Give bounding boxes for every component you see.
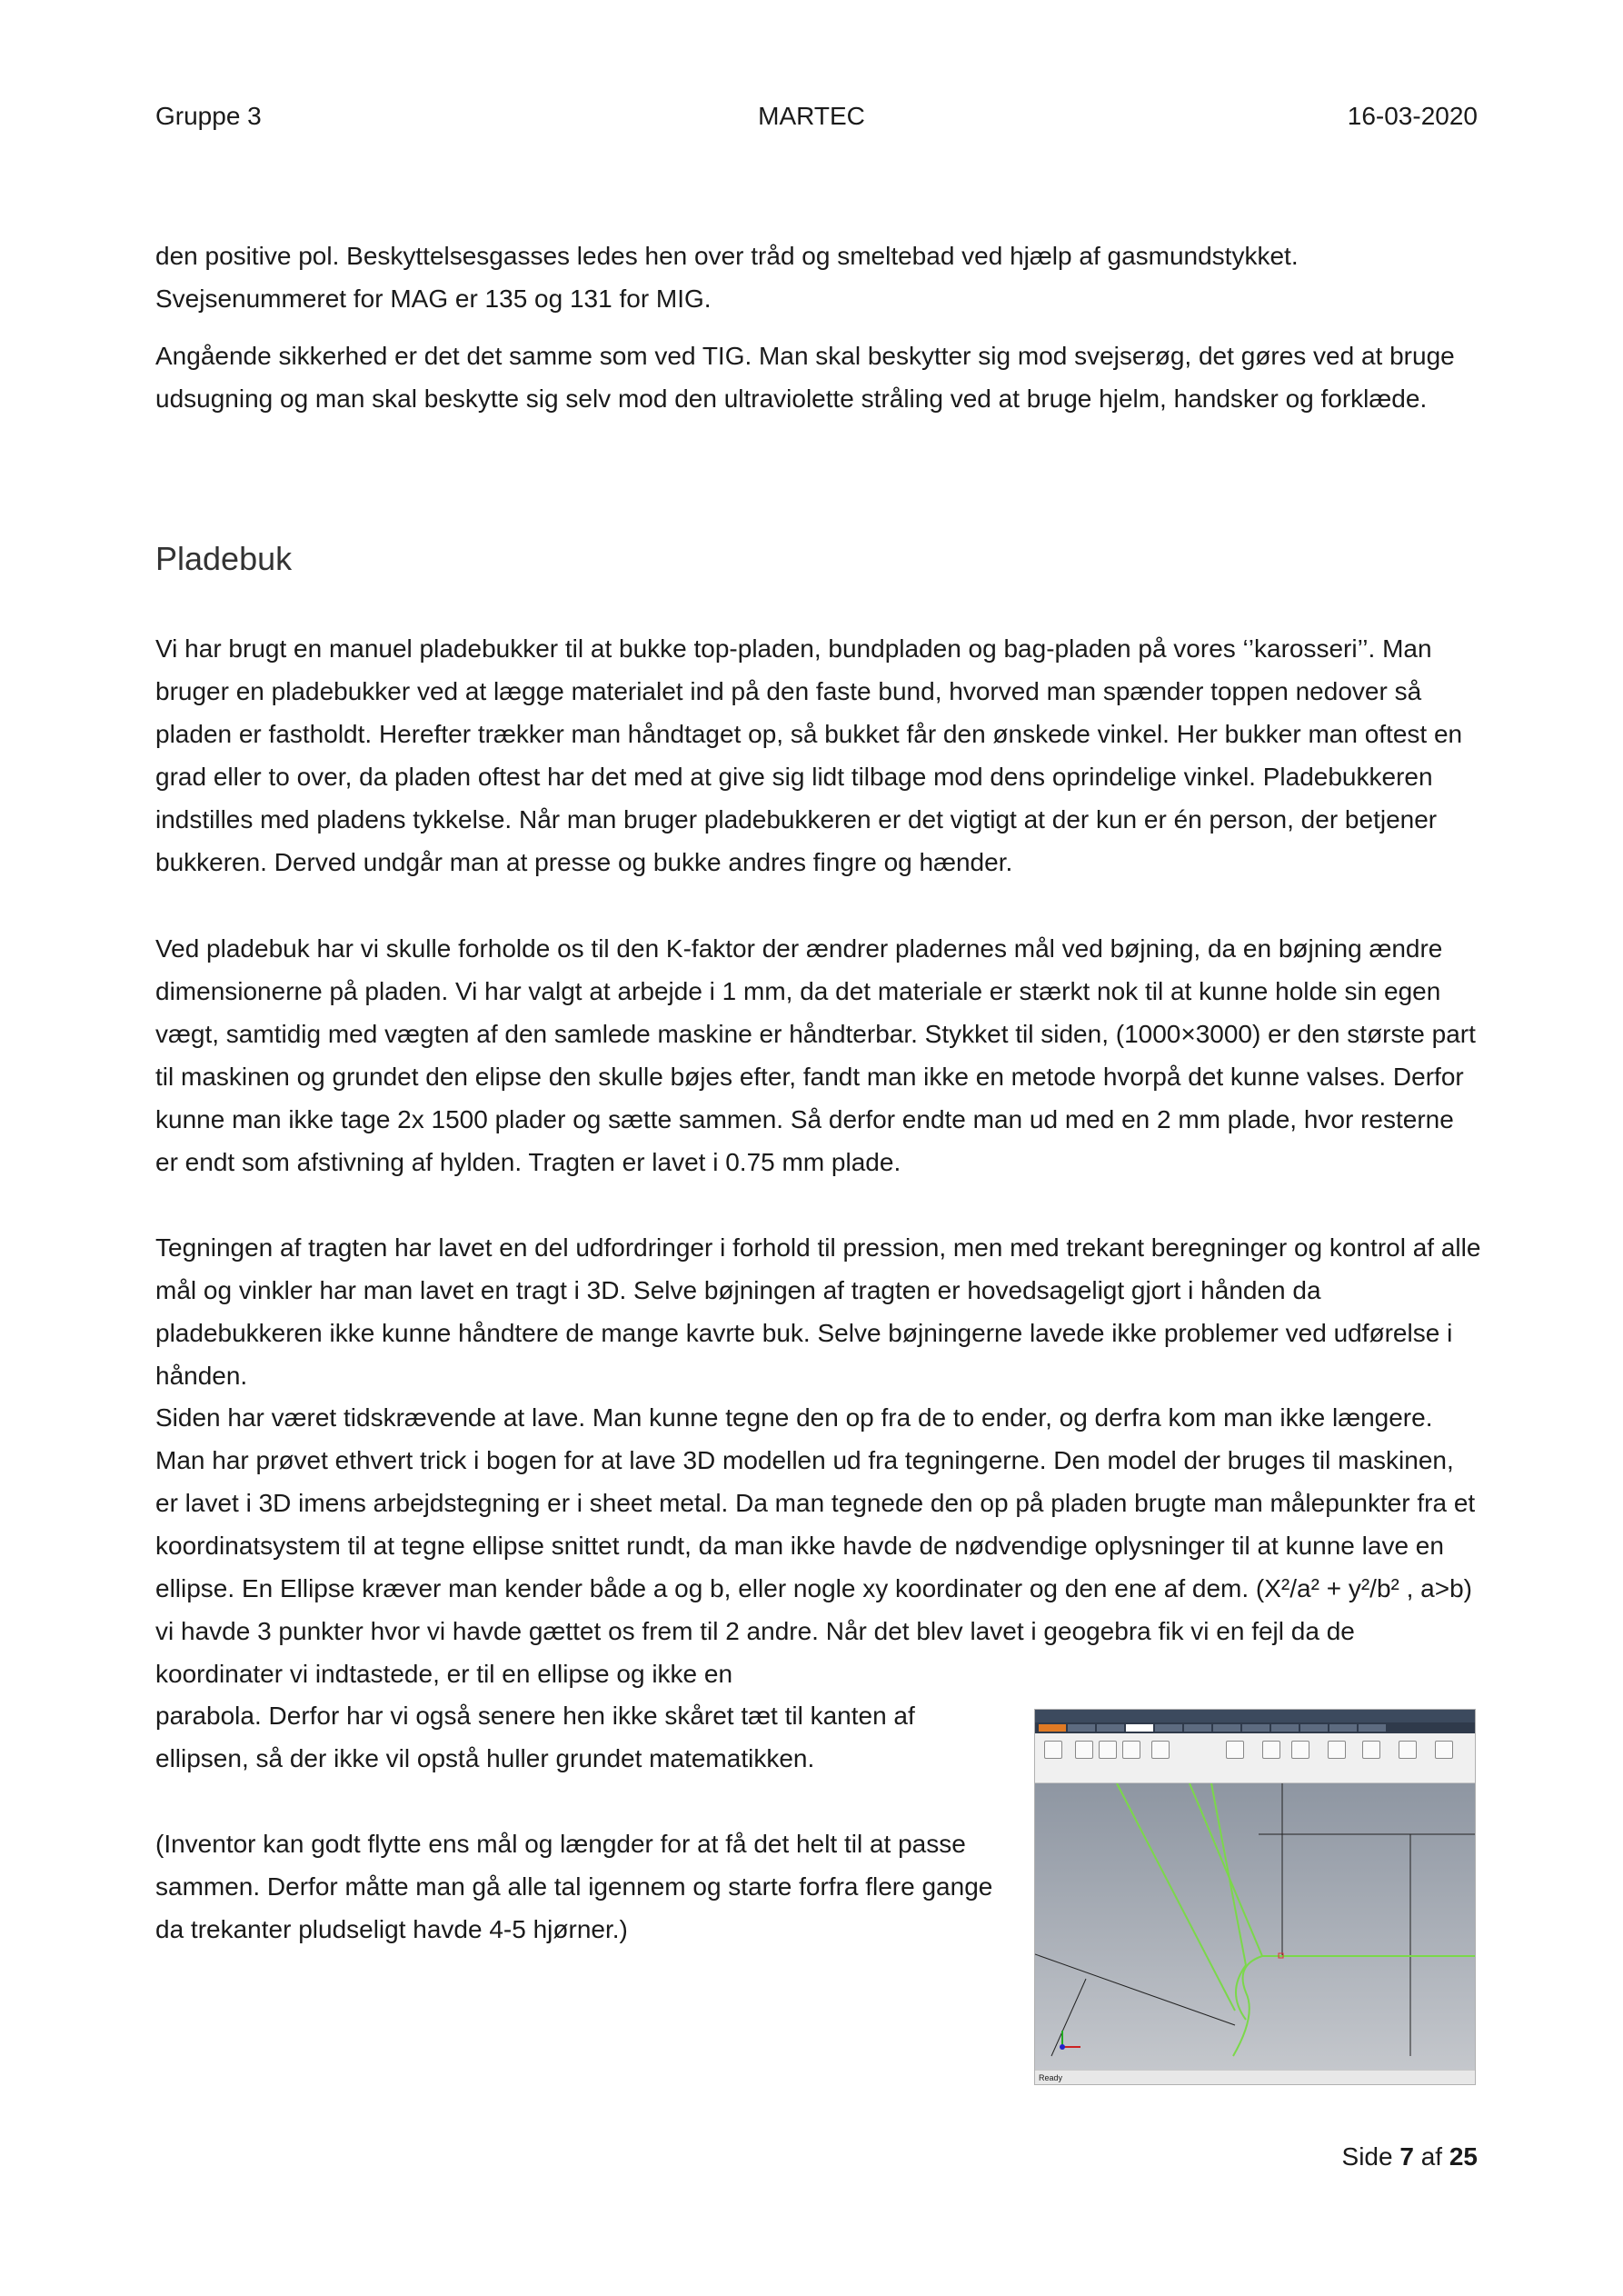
inventor-titlebar xyxy=(1035,1710,1475,1722)
header-title: MARTEC xyxy=(758,102,865,130)
paragraph-mag-mig: den positive pol. Beskyttelsesgasses ledes hen over tråd og smeltebad ved hjælp af gasmundstykket. Svejsenummeret for MAG er 135 og 131 for MIG. xyxy=(155,242,1299,313)
paragraph-parabola: parabola. Derfor har vi også senere hen ikke skåret tæt til kanten af ellipsen, så der ikke vil opstå huller grundet matematikken. xyxy=(155,1702,915,1772)
total-pages: 25 xyxy=(1449,2142,1478,2171)
header-group: Gruppe 3 xyxy=(155,102,262,130)
paragraph-pladebukker: Vi har brugt en manuel pladebukker til at bukke top-pladen, bundpladen og bag-pladen på vores ‘’karosseri’’. Man bruger en pladebukker ved at lægge materialet ind på den faste bund, hvorved man spænder toppen nedover så pladen er fastholdt. Herefter trækker man håndtaget op, så bukket får den ønskede vinkel. Her bukker man oftest en grad eller to over, da pladen oftest har det med at give sig lidt tilbage mod dens oprindelige vinkel. Pladebukkeren indstilles med pladens tykkelse. Når man bruger pladebukkeren er det vigtigt at der kun er én person, der betjener bukkeren. Derved undgår man at presse og bukke andres fingre og hænder. xyxy=(155,634,1463,876)
inventor-statusbar: Ready xyxy=(1035,2070,1475,2084)
current-page: 7 xyxy=(1399,2142,1414,2171)
page-label: Side xyxy=(1341,2142,1393,2171)
header-date: 16-03-2020 xyxy=(1347,102,1478,130)
paragraph-safety: Angående sikkerhed er det det samme som ved TIG. Man skal beskytter sig mod svejserøg, det gøres ved at bruge udsugning og man skal beskytte sig selv mod den ultraviolette stråling ved at bruge hjelm, handsker og forklæde. xyxy=(155,342,1455,413)
page-of: af xyxy=(1420,2142,1443,2171)
inventor-ribbon-tabs xyxy=(1035,1722,1475,1733)
inventor-screenshot xyxy=(1034,1709,1476,2085)
paragraph-inventor: (Inventor kan godt flytte ens mål og længder for at få det helt til at passe sammen. Derfor måtte man gå alle tal igennem og starte forfra flere gange da trekanter pludseligt havde 4-5 hjørner.) xyxy=(155,1830,993,1943)
paragraph-k-faktor: Ved pladebuk har vi skulle forholde os til den K-faktor der ændrer pladernes mål ved bøjning, da en bøjning ændre dimensionerne på pladen. Vi har valgt at arbejde i 1 mm, da det materiale er stærkt nok til at kunne holde sin egen vægt, samtidig med vægten af den samlede maskine er håndterbar. Stykket til siden, (1000×3000) er den største part til maskinen og grundet den elipse den skulle bøjes efter, fandt man ikke en metode hvorpå det kunne valses. Derfor kunne man ikke tage 2x 1500 plader og sætte sammen. Så derfor endte man ud med en 2 mm plade, hvor resterne er endt som afstivning af hylden. Tragten er lavet i 0.75 mm plade. xyxy=(155,934,1476,1176)
page-number xyxy=(1342,2141,1478,2173)
paragraph-tragt: Tegningen af tragten har lavet en del udfordringer i forhold til pression, men med trekant beregninger og kontrol af alle mål og vinkler har man lavet en tragt i 3D. Selve bøjningen af tragten er hovedsageligt gjort i hånden da pladebukkeren ikke kunne håndtere de mange kavrte buk. Selve bøjningerne lavede ikke problemer ved udførelse i hånden. xyxy=(155,1233,1481,1390)
paragraph-siden: Siden har været tidskrævende at lave. Man kunne tegne den op fra de to ender, og derfra kom man ikke længere. Man har prøvet ethvert trick i bogen for at lave 3D modellen ud fra tegningerne. Den model der bruges til maskinen, er lavet i 3D imens arbejdstegning er i sheet metal. Da man tegnede den op på pladen brugte man målepunkter fra et koordinatsystem til at tegne ellipse snittet rundt, da man ikke havde de nødvendige oplysninger til at kunne lave en ellipse. En Ellipse kræver man kender både a og b, eller nogle xy koordinater og den ene af dem. (X²/a² + y²/b² , a>b) vi havde 3 punkter hvor vi havde gættet os frem til 2 andre. Når det blev lavet i geogebra fik vi en fejl da de koordinater vi indtastede, er til en ellipse og ikke en xyxy=(155,1403,1476,1688)
section-heading-pladebuk: Pladebuk xyxy=(155,540,293,577)
inventor-ribbon xyxy=(1035,1733,1475,1783)
inventor-sketch-canvas xyxy=(1035,1783,1475,2070)
